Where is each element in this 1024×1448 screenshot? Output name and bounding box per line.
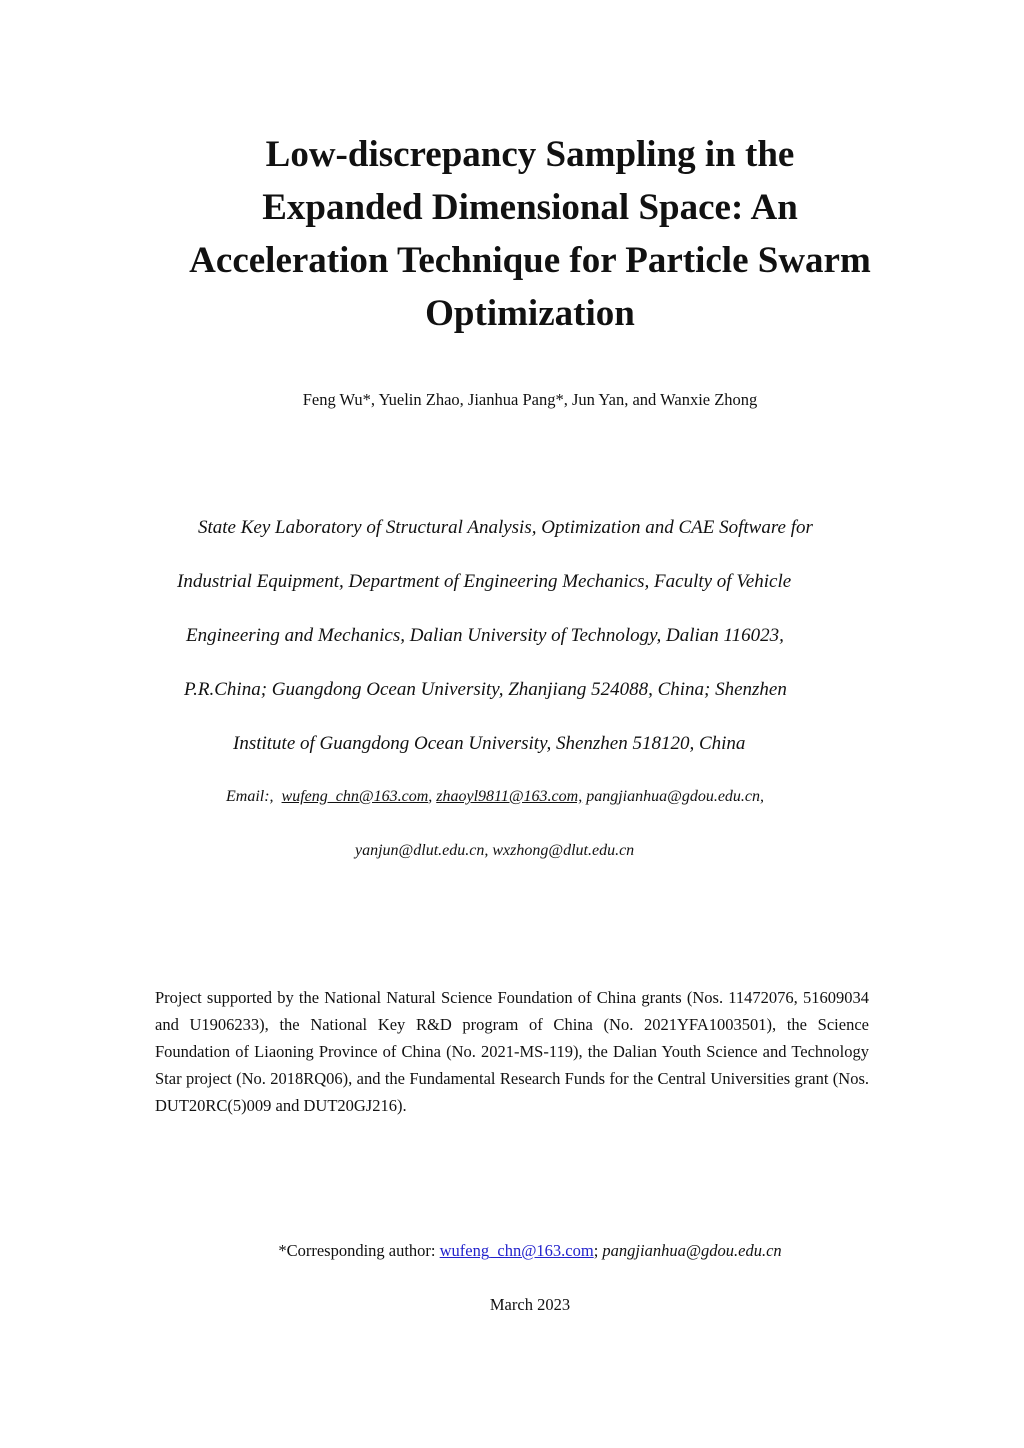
- author-list: Feng Wu*, Yuelin Zhao, Jianhua Pang*, Jun Yan, and Wanxie Zhong: [302, 390, 758, 409]
- email-line-1: Email:, wufeng_chn@163.com, zhaoyl9811@163.com, pangjianhua@gdou.edu.cn,: [226, 788, 765, 805]
- affiliation-line-3: Engineering and Mechanics, Dalian University of Technology, Dalian 116023,: [186, 625, 784, 646]
- email-label: Email:,: [226, 788, 274, 805]
- email-pangjianhua: pangjianhua@gdou.edu.cn,: [586, 788, 765, 805]
- email-link-wufeng[interactable]: wufeng_chn@163.com: [281, 788, 429, 805]
- title-line-2: Expanded Dimensional Space: An: [262, 187, 798, 228]
- title-line-3: Acceleration Technique for Particle Swarm: [189, 240, 871, 281]
- funding-paragraph: Project supported by the National Natural Science Foundation of China grants (Nos. 11472076, 51609034 and U1906233), the National Key R&D program of China (No. 2021YFA1003501), the Science Foundation of Liaoning Province of China (No. 2021-MS-119), the Dalian Youth Science and Technology Star project (No. 2018RQ06), and the Fundamental Research Funds for the Central Universities grant (Nos. DUT20RC(5)009 and DUT20GJ216).: [155, 988, 869, 1115]
- paper-title: [140, 128, 920, 340]
- title-line-4: Optimization: [425, 293, 635, 334]
- corresponding-label: *Corresponding author:: [278, 1241, 436, 1260]
- affiliation-line-5: Institute of Guangdong Ocean University, Shenzhen 518120, China: [233, 733, 746, 754]
- affiliation-line-4: P.R.China; Guangdong Ocean University, Zhanjiang 524088, China; Shenzhen: [184, 679, 787, 700]
- corresponding-email-2: pangjianhua@gdou.edu.cn: [602, 1241, 782, 1260]
- email-line-2: yanjun@dlut.edu.cn, wxzhong@dlut.edu.cn: [355, 842, 635, 859]
- affiliation-line-1: State Key Laboratory of Structural Analysis, Optimization and CAE Software for: [198, 517, 813, 538]
- corresponding-separator: ;: [593, 1241, 599, 1260]
- corresponding-author: [0, 1240, 1024, 1262]
- affiliation-line-2: Industrial Equipment, Department of Engineering Mechanics, Faculty of Vehicle: [177, 571, 792, 592]
- publication-date: March 2023: [489, 1295, 571, 1314]
- corresponding-email-link[interactable]: wufeng_chn@163.com: [439, 1241, 594, 1260]
- title-line-1: Low-discrepancy Sampling in the: [265, 134, 795, 175]
- email-link-zhaoyl[interactable]: zhaoyl9811@163.com,: [436, 788, 583, 805]
